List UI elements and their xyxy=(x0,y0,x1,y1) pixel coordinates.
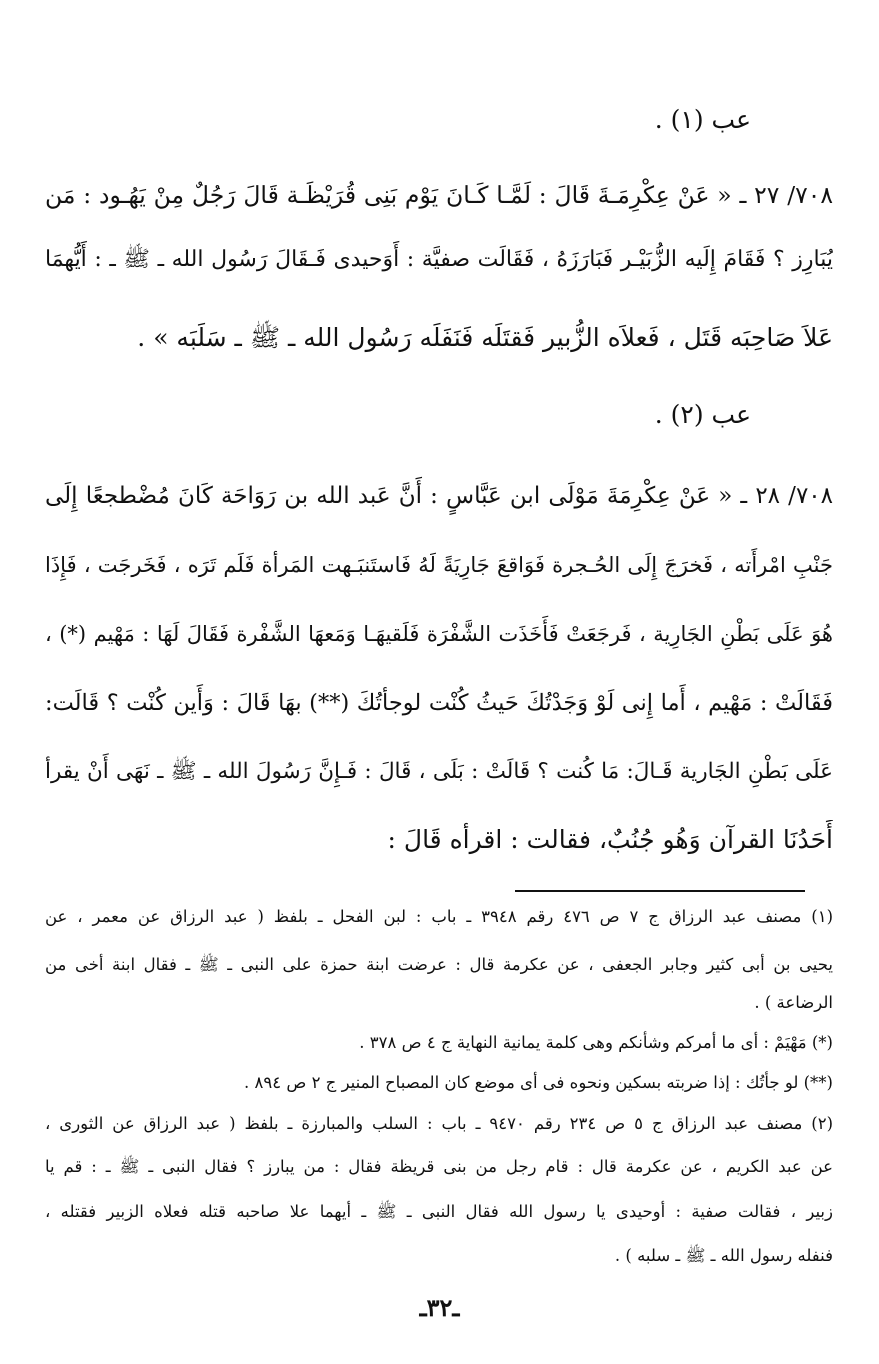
page-number: ـ٣٢ـ xyxy=(419,1293,460,1322)
hadith-line: جَنْبِ امْرأَته ، فَخرَجَ إِلَى الحُـجرة فَوَاقعَ جَارِيَةً لَهُ فَاستَنبَـهت المَرأة فَلَم تَرَه ، فَخَرجَت ، فَإِذَا xyxy=(45,553,833,577)
footnote-line: (*) مَهْيَمْ : أى ما أمركم وشأنكم وهى كلمة يمانية النهاية ج ٤ ص ٣٧٨ . xyxy=(359,1033,833,1052)
hadith-line: عَلَى بَطْنِ الجَارية قَـالَ: مَا كُنت ؟ قَالَتْ : بَلَى ، قَالَ : فَـإِنَّ رَسُولَ الله ـ ﷺ ـ نَهَى أَنْ يقرأ xyxy=(45,759,833,784)
hadith-line: عَلاَ صَاحِبَه قَتَل ، فَعلاَه الزُّبير فَقتَلَه فَنَفَلَه رَسُول الله ـ ﷺ ـ سَلَبَه » . xyxy=(137,323,833,352)
footnote-line: عن عبد الكريم ، عن عكرمة قال : قام رجل من بنى قريظة فقال : من يبارز ؟ فقال النبى ـ ﷺ ـ : قم يا xyxy=(45,1157,833,1176)
hadith-line: يُبَارِز ؟ فَقَامَ إِلَيه الزُّبَيْـر فَبَارَزَهُ ، فَقَالَت صفيَّة : أَوَحيدى فَـقَالَ رَسُول الله ـ ﷺ ـ : أَيُّهمَا xyxy=(45,247,833,272)
footnote-separator xyxy=(515,890,805,892)
footnote-line: فنفله رسول الله ـ ﷺ ـ سلبه ) . xyxy=(614,1246,833,1265)
hadith-line: أَحَدُنَا القرآن وَهُو جُنُبٌ، فقالت : اقرأه قَالَ : xyxy=(387,825,833,854)
footnote-line: الرضاعة ) . xyxy=(754,993,833,1012)
hadith-line: هُوَ عَلَى بَطْنِ الجَارِية ، فَرجَعَتْ فَأَخَذَت الشَّفْرَة فَلَقيهَـا وَمَعهَا الشَّفْرة فَقَالَ لَهَا : مَهْيم (*) ، xyxy=(45,622,833,646)
hadith-line: فَقَالَتْ : مَهْيم ، أَما إِنى لَوْ وَجَدْتُكَ حَيثُ كُنْت لوجأتُكَ (**) بهَا قَالَ : وَأَين كُنْت ؟ قَالَت: xyxy=(45,690,833,716)
hadith-line: ٧٠٨/ ٢٧ ـ « عَنْ عِكْرِمَـةَ قَالَ : لَمَّـا كَـانَ يَوْم بَنِى قُرَيْظَـة قَالَ رَجُلٌ مِنْ يَهُـود : مَن xyxy=(45,181,833,209)
footnote-line: (٢) مصنف عبد الرزاق ج ٥ ص ٢٣٤ رقم ٩٤٧٠ ـ باب : السلب والمبارزة ـ بلفظ ( عبد الرزاق عن الثورى ، xyxy=(45,1114,833,1133)
hadith-line: ٧٠٨/ ٢٨ ـ « عَنْ عِكْرِمَةَ مَوْلَى ابن عَبَّاسٍ : أَنَّ عَبد الله بن رَوَاحَة كَانَ مُضْطجعًا إِلَى xyxy=(45,483,833,509)
footnote-line: زبير ، فقالت صفية : أوحيدى يا رسول الله فقال النبى ـ ﷺ ـ أيهما علا صاحبه قتله فعلاه الزبير فقتله ، xyxy=(45,1202,833,1221)
footnote-line: (**) لو جأتُك : إذا ضربته بسكين ونحوه فى أى موضع كان المصباح المنير ج ٢ ص ٨٩٤ . xyxy=(244,1073,833,1092)
source-tag-2: عب (٢) . xyxy=(654,400,751,429)
footnote-line: (١) مصنف عبد الرزاق ج ٧ ص ٤٧٦ رقم ٣٩٤٨ ـ باب : لبن الفحل ـ بلفظ ( عبد الرزاق عن معمر ، عن xyxy=(45,907,833,926)
footnote-line: يحيى بن أبى كثير وجابر الجعفى ، عن عكرمة قال : عرضت ابنة حمزة على النبى ـ ﷺ ـ فقال ابنة أخى من xyxy=(45,955,833,974)
source-tag-1: عب (١) . xyxy=(654,105,751,134)
